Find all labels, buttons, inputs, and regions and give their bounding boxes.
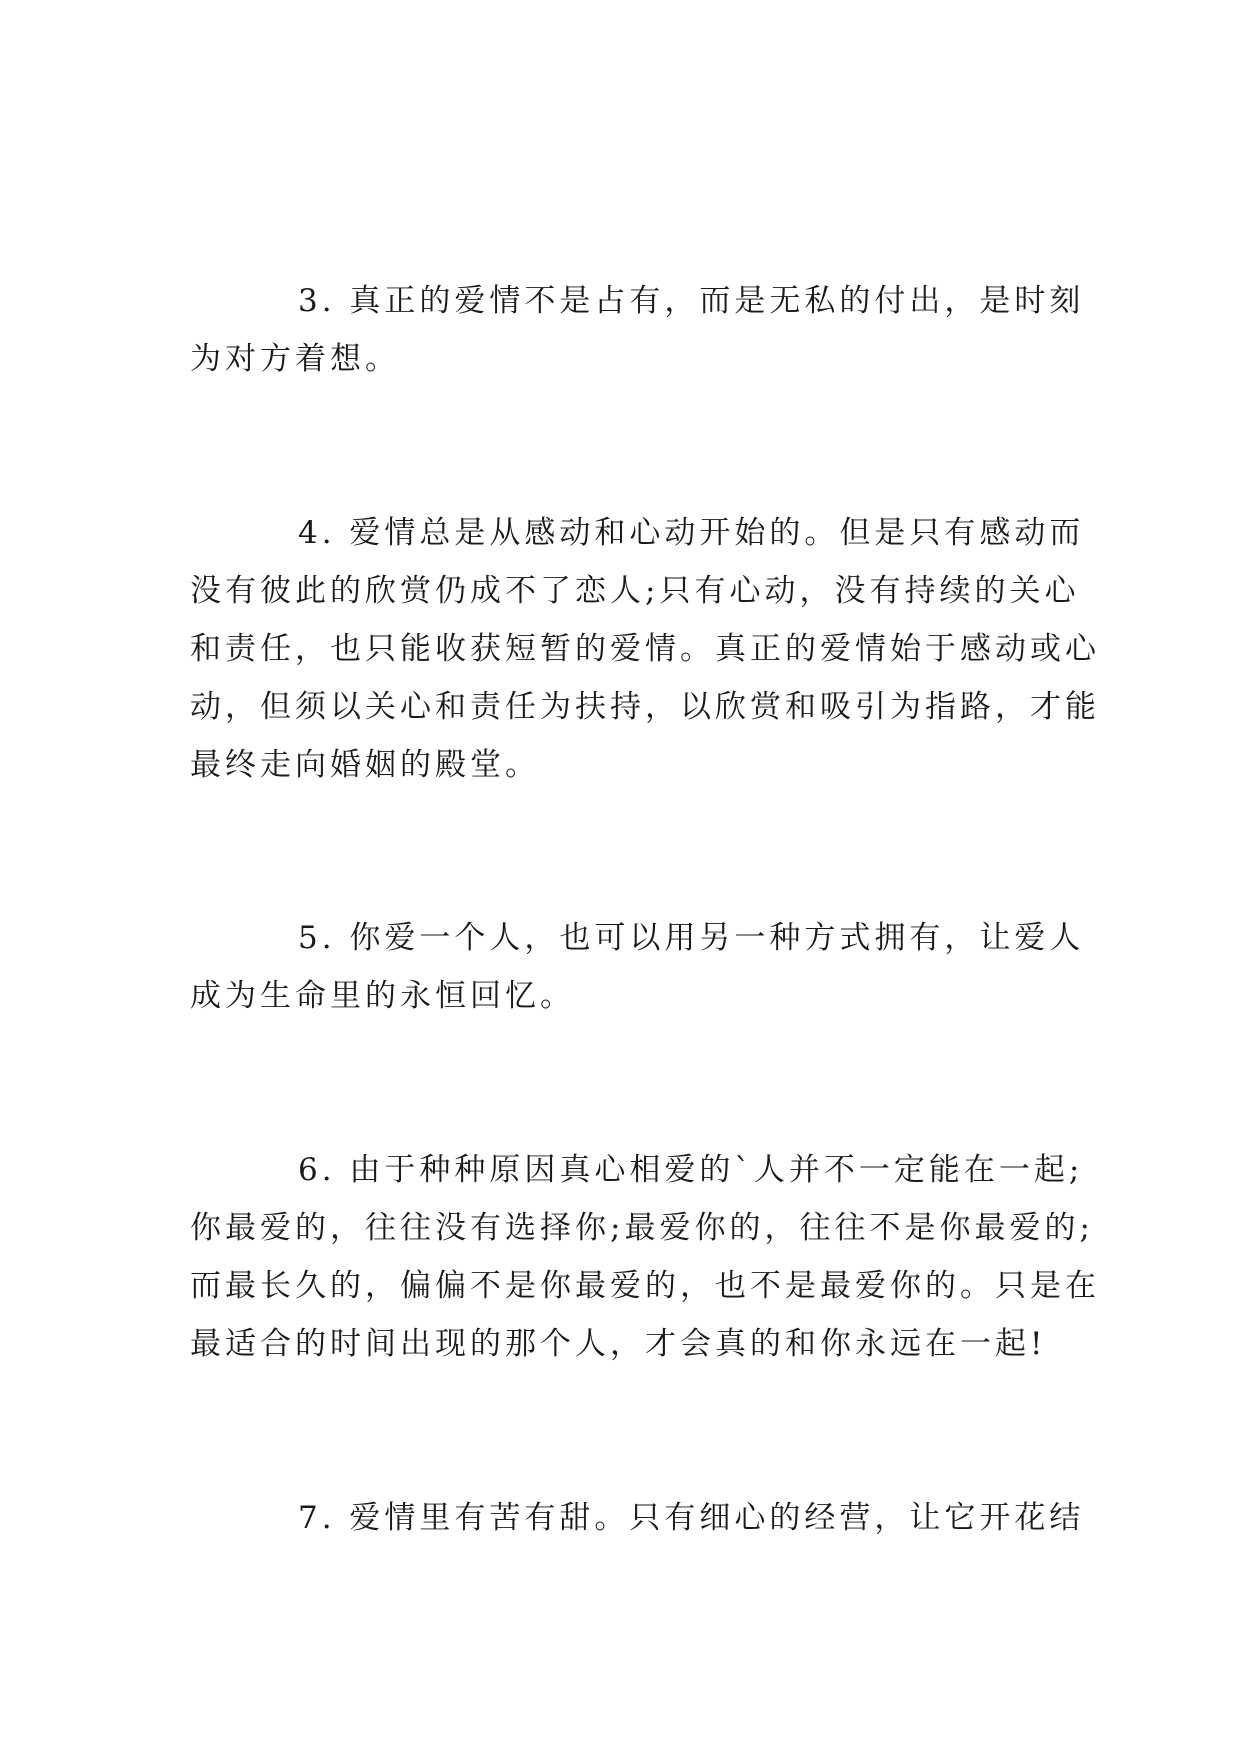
paragraph-3 (190, 272, 1085, 388)
paragraph-line: 6. 由于种种原因真心相爱的`人并不一定能在一起; (298, 1152, 1084, 1188)
paragraph-line: 成为生命里的永恒回忆。 (190, 978, 575, 1014)
paragraph-line: 5. 你爱一个人，也可以用另一种方式拥有，让爱人 (298, 920, 1085, 956)
paragraph-5 (190, 909, 1085, 1025)
paragraph-7 (190, 1489, 1085, 1547)
paragraph-line: 为对方着想。 (190, 341, 400, 377)
paragraph-line: 没有彼此的欣赏仍成不了恋人;只有心动，没有持续的关心 (190, 573, 1080, 609)
paragraph-line: 和责任，也只能收获短暂的爱情。真正的爱情始于感动或心 (190, 631, 1100, 667)
paragraph-line: 4. 爱情总是从感动和心动开始的。但是只有感动而 (298, 515, 1085, 551)
paragraph-line: 你最爱的，往往没有选择你;最爱你的，往往不是你最爱的; (190, 1210, 1094, 1246)
paragraph-line: 动，但须以关心和责任为扶持，以欣赏和吸引为指路，才能 (190, 689, 1100, 725)
paragraph-4 (190, 504, 1100, 794)
paragraph-line: 最终走向婚姻的殿堂。 (190, 747, 540, 783)
paragraph-line: 7. 爱情里有苦有甜。只有细心的经营，让它开花结 (298, 1500, 1085, 1536)
paragraph-6 (190, 1141, 1100, 1373)
paragraph-line: 最适合的时间出现的那个人，才会真的和你永远在一起! (190, 1326, 1047, 1362)
paragraph-line: 3. 真正的爱情不是占有，而是无私的付出，是时刻 (298, 283, 1085, 319)
paragraph-line: 而最长久的，偏偏不是你最爱的，也不是最爱你的。只是在 (190, 1268, 1100, 1304)
